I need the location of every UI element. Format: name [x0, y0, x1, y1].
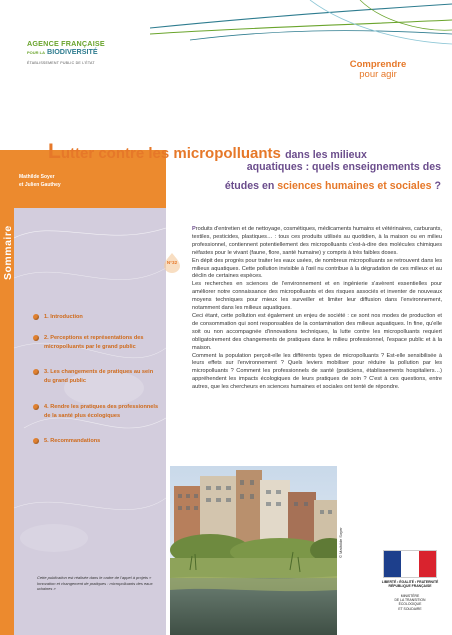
ministry-name: MINISTÈRE DE LA TRANSITION ÉCOLOGIQUE ET SOLIDAIRE	[394, 594, 426, 611]
photo-credit	[338, 478, 344, 558]
title-word3: dans les milieux	[285, 149, 367, 161]
article-body	[192, 226, 442, 392]
title-line3-c: ?	[434, 180, 441, 192]
bullet-icon	[33, 314, 39, 320]
sommaire-item-introduction[interactable]	[33, 313, 159, 322]
title-line3-b: sciences humaines et sociales	[277, 180, 432, 192]
agency-name-line1: AGENCE FRANÇAISE	[27, 39, 105, 48]
agency-pour: POUR LA	[27, 50, 45, 55]
paragraph-3: Les recherches en sciences de l'environnement et en ingénierie s'avèrent essentielles pour améliorer notre connaissance des micropolluants et des risques associés et inventer de nouveaux moyens techniques pour mieux les surveiller et limiter leur diffusion dans l'environnement, notamment dans les milieux aquatiques.	[192, 281, 442, 312]
bullet-icon	[33, 404, 39, 410]
sommaire-item-professionnels[interactable]	[33, 403, 159, 421]
author-line1: Mathilde Soyer	[19, 174, 55, 180]
ministry-logo	[380, 550, 440, 611]
paragraph-1	[192, 226, 442, 258]
bullet-icon	[33, 335, 39, 341]
title-line3	[48, 180, 441, 192]
author-line2: et Julien Gauthey	[19, 182, 61, 188]
sommaire-item-label: 4. Rendre les pratiques des professionnels de la santé plus écologiques	[44, 404, 159, 419]
agency-biodiversite: BIODIVERSITÉ	[47, 47, 98, 56]
sommaire-heading	[2, 212, 12, 282]
sommaire-item-label: 3. Les changements de pratiques au sein du grand public	[44, 369, 154, 384]
main-title	[48, 140, 448, 192]
paragraph-2: En dépit des progrès pour traiter les eaux usées, de nombreux micropolluants se retrouvent dans les milieux aquatiques. Cette pollution invisible à l'œil nu contribue à la dégradation de ces milieux et au déclin de certaines espèces.	[192, 257, 442, 280]
paragraph-5: Comment la population perçoit-elle les différents types de micropolluants ? Est-elle sensibilisée à leurs effets sur l'environnement ? Quels leviers mobiliser pour réduire la pollution par les micropolluants ? Comment les professionnels de santé (praticiens, établissements hospitaliers…) appréhendent les impacts écologiques de leurs pratiques de soin ? C'est à ces questions, entre autres, que les chercheurs en sciences humaines et sociales ont tenté de répondre.	[192, 352, 442, 391]
sommaire-item-recommandations[interactable]	[33, 437, 159, 446]
bullet-icon	[33, 369, 39, 375]
sommaire-item-perceptions[interactable]	[33, 334, 159, 352]
water-splash-graphic	[14, 208, 166, 635]
agency-subtitle: ÉTABLISSEMENT PUBLIC DE L'ÉTAT	[27, 61, 95, 65]
paragraph-4: Ceci étant, cette pollution est également un enjeu de société : ce sont nos modes de production et de consommation qui sont responsables de la contamination des milieux aquatiques. In fine, qu'elle soit ou non accompagnée d'innovations techniques, la lutte contre les micropolluants requiert obligatoirement des changements de pratiques dans le milieu professionnel, l'espace public et à la maison.	[192, 312, 442, 351]
sommaire-panel	[14, 208, 166, 635]
agency-logo	[27, 40, 157, 65]
cover-photo	[170, 466, 337, 635]
title-word2: les micropolluants	[148, 145, 281, 162]
bullet-icon	[33, 438, 39, 444]
republique-francaise-text: LIBERTÉ • ÉGALITÉ • FRATERNITÉ RÉPUBLIQUE FRANÇAISE	[381, 580, 439, 588]
paragraph-1-text: roduits d'entretien et de nettoyage, cosmétiques, médicaments humains et vétérinaires, carburants, textiles, pesticides, plastiques… : tous ces produits utilisés au quotidien, à la maison ou en milieu professionnel, contiennent potentiellement des micropolluants c'est-à-dire des molécules chimiques néfastes pour le vivant (faune, flore, santé humaine) y compris à très faibles doses.	[192, 226, 442, 256]
sommaire-heading-text: Sommaire	[2, 225, 14, 280]
issue-number: N°32	[166, 260, 178, 265]
series-title-line2: pour agir	[359, 69, 397, 80]
title-dropcap: L	[48, 140, 61, 163]
series-title	[318, 60, 438, 80]
french-flag-icon	[383, 550, 437, 578]
photo-credit-text: © Mathilde Soyer	[338, 527, 343, 558]
paragraph-dropcap: P	[192, 226, 196, 232]
sommaire-item-label: 5. Recommandations	[44, 438, 101, 444]
sommaire-item-label: 1. Introduction	[44, 314, 83, 320]
project-footnote: Cette publication est réalisée dans le cadre de l'appel à projets « Innovation et changement de pratiques : micropolluants des eaux urbaines »	[37, 575, 153, 591]
sommaire-item-label: 2. Perceptions et représentations des micropolluants par le grand public	[44, 335, 144, 350]
title-word1: utter contre	[60, 145, 145, 162]
title-line3-a: études en	[224, 180, 275, 192]
header-swirl-graphic	[150, 0, 452, 60]
series-title-line1: Comprendre	[349, 59, 407, 70]
title-line2: aquatiques : quels enseignements des	[246, 161, 441, 173]
urban-pond-photo	[170, 466, 337, 635]
sommaire-item-changements[interactable]	[33, 368, 159, 386]
agency-name-line2	[27, 48, 157, 57]
